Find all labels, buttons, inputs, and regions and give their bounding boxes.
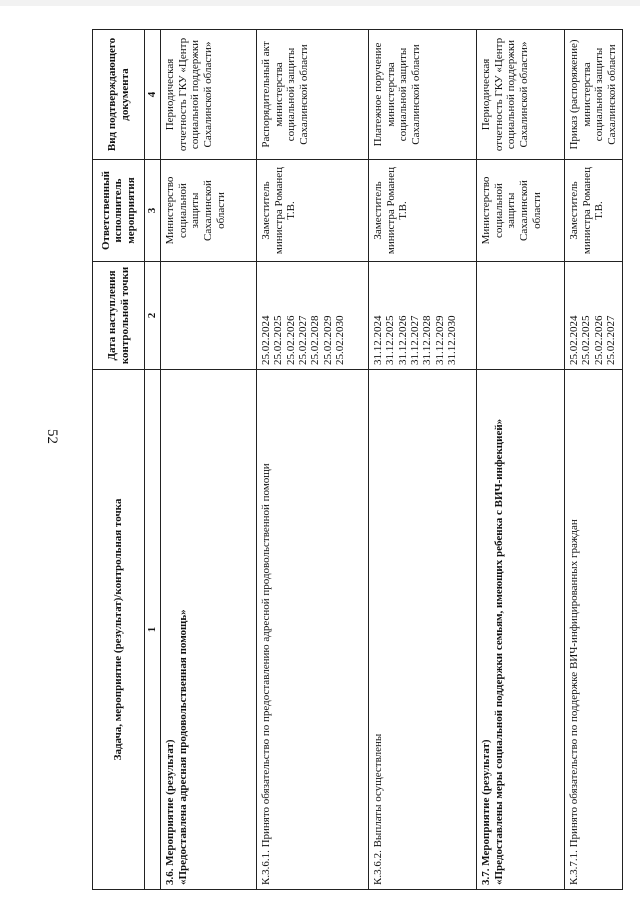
responsible-cell: Министерство социальной защиты Сахалинской области xyxy=(477,160,565,262)
col-number: 1 xyxy=(145,370,161,890)
date-value: 31.12.2029 xyxy=(433,315,446,365)
task-cell: К.3.6.1. Принято обязательство по предоставлению адресной продовольственной помощи xyxy=(257,370,369,890)
date-cell xyxy=(477,262,565,370)
responsible-cell: Заместитель министра Романец Т.В. xyxy=(565,160,623,262)
header-row xyxy=(93,30,145,890)
section-heading: 3.7. Мероприятие (результат) xyxy=(480,739,492,885)
date-value: 25.02.2027 xyxy=(604,315,617,365)
document-cell: Приказ (распоряжение) министерства социальной защиты Сахалинской области xyxy=(565,30,623,160)
responsible-cell: Министерство социальной защиты Сахалинской области xyxy=(161,160,257,262)
date-value: 25.02.2024 xyxy=(260,315,272,365)
date-value: 31.12.2026 xyxy=(396,315,409,365)
document-cell: Распорядительный акт министерства социальной защиты Сахалинской области xyxy=(257,30,369,160)
date-value: 31.12.2030 xyxy=(445,315,458,365)
date-cell xyxy=(565,262,623,370)
rotated-page xyxy=(92,30,618,890)
task-cell xyxy=(477,370,565,890)
col-number: 3 xyxy=(145,160,161,262)
header-task: Задача, мероприятие (результат)/контрольная точка xyxy=(93,370,145,890)
responsible-cell: Заместитель министра Романец Т.В. xyxy=(257,160,369,262)
date-value: 31.12.2025 xyxy=(384,315,397,365)
column-number-row xyxy=(145,30,161,890)
date-value: 31.12.2024 xyxy=(372,315,384,365)
task-cell: К.3.6.2. Выплаты осуществлены xyxy=(369,370,477,890)
document-cell: Платежное поручение министерства социальной защиты Сахалинской области xyxy=(369,30,477,160)
table-container xyxy=(92,30,618,890)
table-row xyxy=(369,30,477,890)
date-value: 25.02.2026 xyxy=(284,315,297,365)
col-number: 2 xyxy=(145,262,161,370)
date-value: 31.12.2027 xyxy=(408,315,421,365)
table-row xyxy=(161,30,257,890)
control-points-table xyxy=(92,29,623,890)
date-cell xyxy=(257,262,369,370)
section-title: «Предоставлена адресная продовольственная помощь» xyxy=(176,609,189,885)
header-date: Дата наступления контрольной точки xyxy=(93,262,145,370)
table-row xyxy=(257,30,369,890)
task-cell: К.3.7.1. Принято обязательство по поддержке ВИЧ-инфицированных граждан xyxy=(565,370,623,890)
date-value: 25.02.2024 xyxy=(568,315,580,365)
date-value: 25.02.2028 xyxy=(309,315,322,365)
page-number: 52 xyxy=(44,429,60,444)
section-heading: 3.6. Мероприятие (результат) xyxy=(164,739,176,885)
date-cell xyxy=(369,262,477,370)
date-value: 25.02.2026 xyxy=(592,315,605,365)
date-value: 25.02.2027 xyxy=(296,315,309,365)
section-title: «Предоставлены меры социальной поддержки семьям, имеющих ребенка с ВИЧ-инфекцией» xyxy=(492,418,505,885)
responsible-cell: Заместитель министра Романец Т.В. xyxy=(369,160,477,262)
date-value: 25.02.2029 xyxy=(321,315,334,365)
document-cell: Периодическая отчетность ГКУ «Центр социальной поддержки Сахалинской области» xyxy=(161,30,257,160)
date-value: 25.02.2025 xyxy=(580,315,593,365)
header-responsible: Ответственный исполнитель мероприятия xyxy=(93,160,145,262)
table-row xyxy=(565,30,623,890)
scan-edge xyxy=(0,0,640,6)
document-cell: Периодическая отчетность ГКУ «Центр социальной поддержки Сахалинской области» xyxy=(477,30,565,160)
col-number: 4 xyxy=(145,30,161,160)
date-value: 25.02.2025 xyxy=(272,315,285,365)
table-row xyxy=(477,30,565,890)
date-cell xyxy=(161,262,257,370)
date-value: 31.12.2028 xyxy=(421,315,434,365)
header-document: Вид подтверждающего документа xyxy=(93,30,145,160)
task-cell xyxy=(161,370,257,890)
date-value: 25.02.2030 xyxy=(333,315,346,365)
